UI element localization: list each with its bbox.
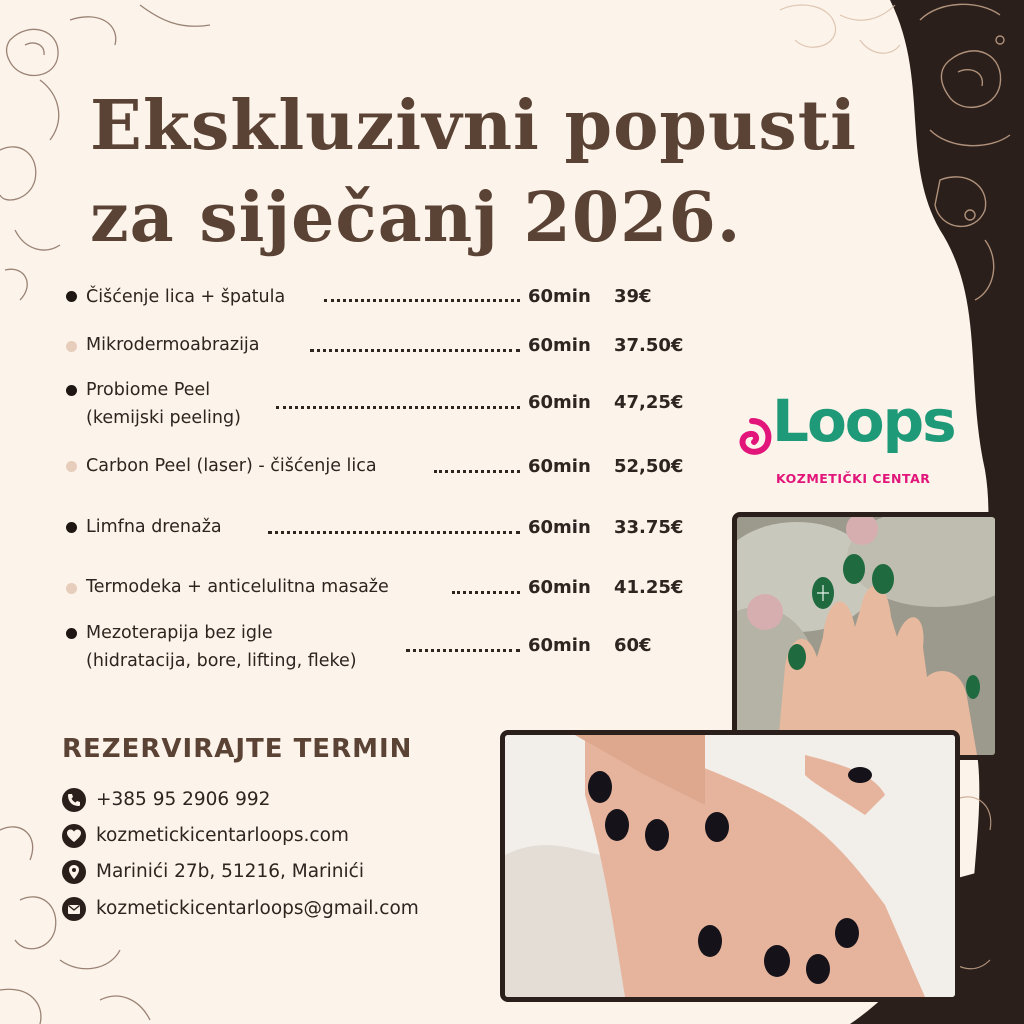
black-nails-photo (500, 730, 960, 1002)
service-name: Čišćenje lica + špatula (86, 287, 286, 307)
service-name: Termodeka + anticelulitna masaže (86, 577, 389, 597)
black-nails-image (505, 735, 955, 997)
list-item (62, 454, 702, 480)
service-price: 47,25€ (614, 392, 684, 413)
service-duration: 60min (528, 635, 591, 656)
bullet-dot (66, 628, 77, 639)
flower-outline-top-right (780, 5, 900, 53)
list-item (62, 378, 702, 430)
heart-icon (62, 824, 86, 848)
service-name-detail: (kemijski peeling) (86, 408, 241, 428)
service-duration: 60min (528, 517, 591, 538)
service-price: 52,50€ (614, 456, 684, 477)
bullet-dot (66, 583, 77, 594)
bullet-dot (66, 385, 77, 396)
service-name: Probiome Peel (86, 380, 211, 400)
service-name-detail: (hidratacija, bore, lifting, fleke) (86, 651, 357, 671)
title-line-1: Ekskluzivni popusti (90, 86, 857, 166)
address-text: Marinići 27b, 51216, Marinići (96, 861, 364, 882)
envelope-icon (62, 897, 86, 921)
bullet-dot (66, 461, 77, 472)
reservation-heading: REZERVIRAJTE TERMIN (62, 734, 413, 764)
title-line-2: za siječanj 2026. (90, 178, 742, 258)
bullet-dot (66, 291, 77, 302)
service-duration: 60min (528, 335, 591, 356)
service-name: Carbon Peel (laser) - čišćenje lica (86, 456, 377, 476)
list-item (62, 515, 702, 541)
dotted-leader (406, 649, 520, 652)
website-link: kozmetickicentarloops.com (96, 825, 349, 846)
swirl-icon (730, 417, 774, 461)
service-price: 60€ (614, 635, 652, 656)
bullet-dot (66, 522, 77, 533)
logo-wordmark: Loops (772, 387, 955, 455)
page-title (90, 80, 857, 264)
flower-outline-bottom-left (0, 827, 150, 1024)
brand-logo (730, 387, 955, 495)
service-name: Mezoterapija bez igle (86, 623, 273, 643)
phone-number: +385 95 2906 992 (96, 789, 271, 810)
service-price: 39€ (614, 286, 652, 307)
service-duration: 60min (528, 392, 591, 413)
service-name: Mikrodermoabrazija (86, 335, 260, 355)
bullet-dot (66, 341, 77, 352)
green-nails-image (737, 517, 995, 755)
location-pin-icon (62, 860, 86, 884)
phone-icon (62, 788, 86, 812)
service-duration: 60min (528, 577, 591, 598)
email-address: kozmetickicentarloops@gmail.com (96, 898, 419, 919)
green-nails-photo (732, 512, 1000, 760)
list-item (62, 333, 702, 359)
dotted-leader (434, 470, 520, 473)
dotted-leader (452, 591, 520, 594)
list-item (62, 575, 702, 601)
dotted-leader (310, 349, 520, 352)
service-price: 41.25€ (614, 577, 684, 598)
dotted-leader (268, 531, 520, 534)
list-item (62, 621, 702, 673)
dotted-leader (276, 406, 520, 409)
dotted-leader (324, 299, 520, 302)
service-duration: 60min (528, 456, 591, 477)
list-item (62, 285, 702, 311)
service-price: 33.75€ (614, 517, 684, 538)
service-price: 37.50€ (614, 335, 684, 356)
logo-subtitle: KOZMETIČKI CENTAR (776, 471, 931, 486)
service-name: Limfna drenaža (86, 517, 222, 537)
service-duration: 60min (528, 286, 591, 307)
